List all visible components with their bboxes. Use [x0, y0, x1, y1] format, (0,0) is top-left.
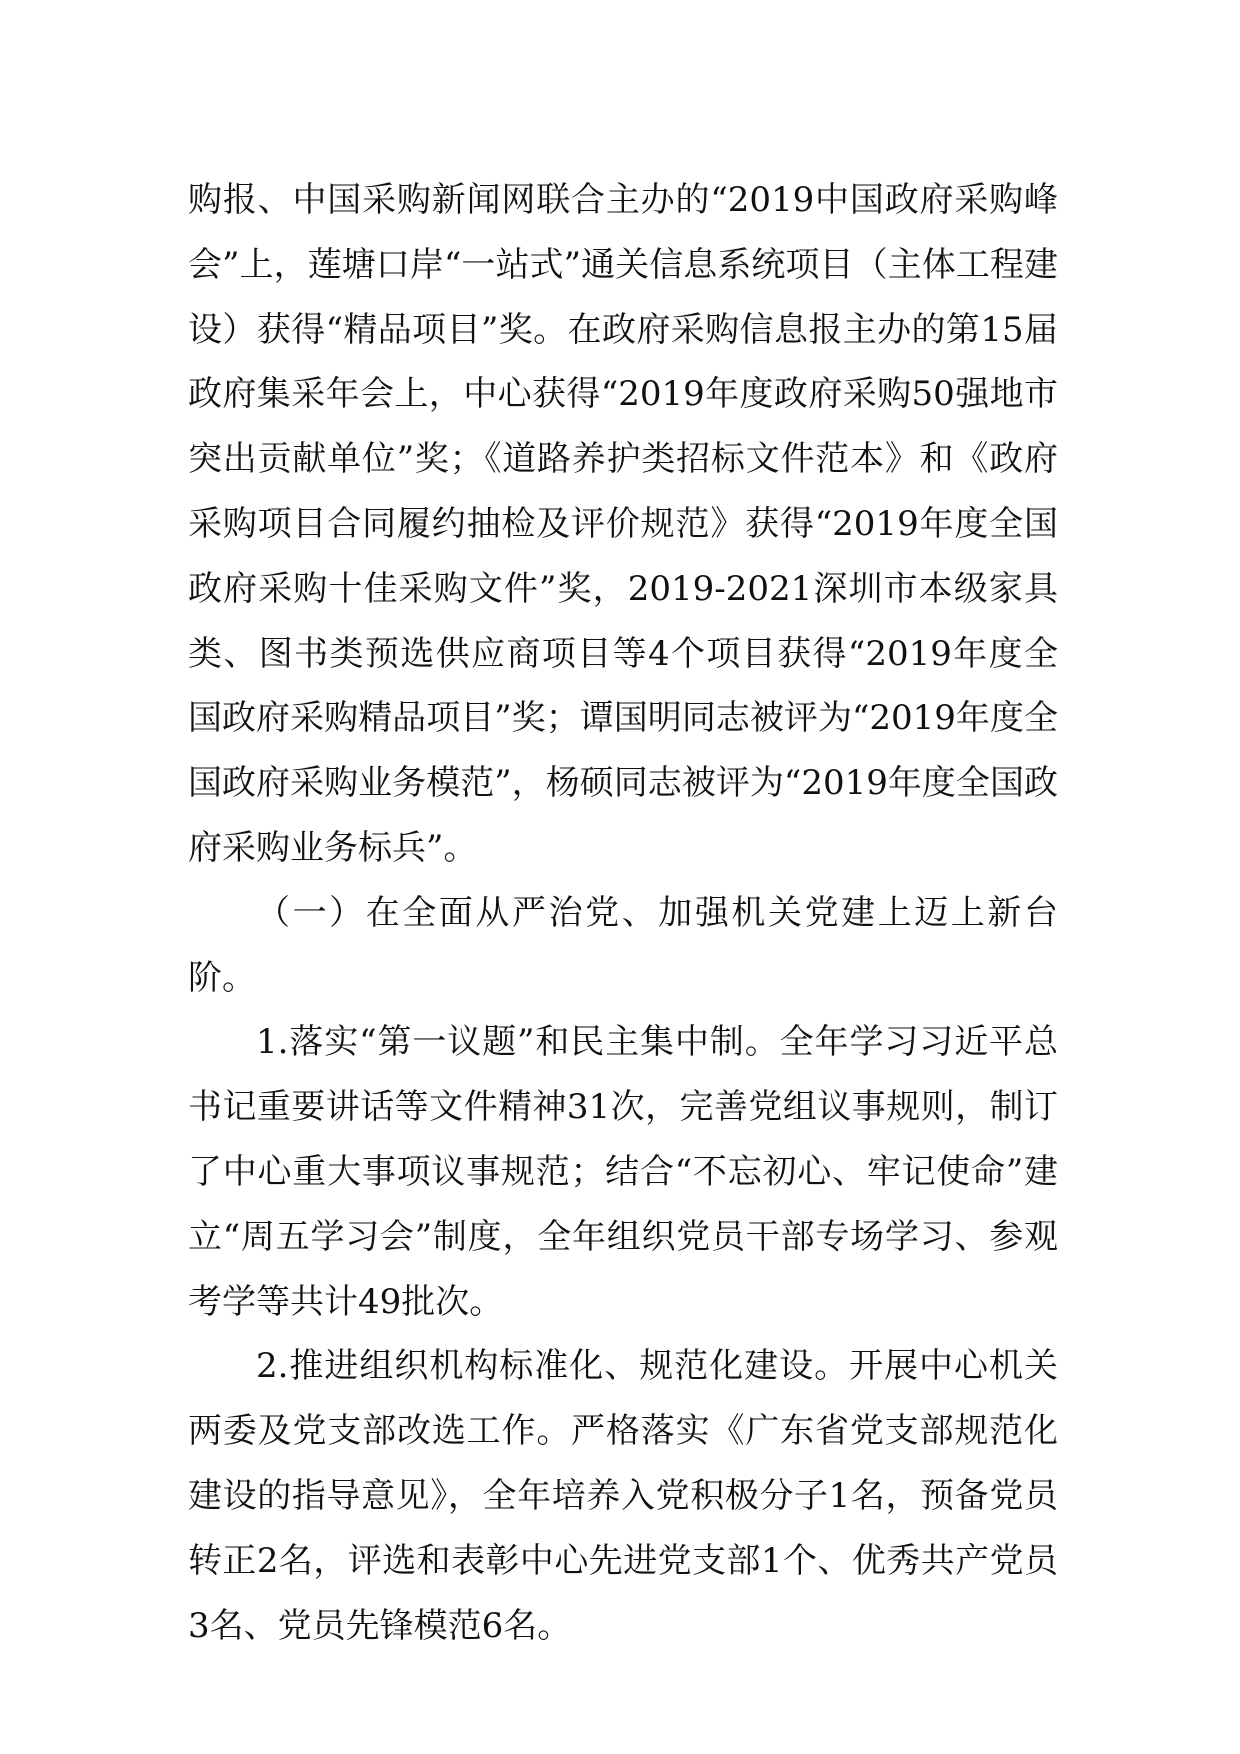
paragraph-organization-standardization: 2.推进组织机构标准化、规范化建设。开展中心机关两委及党支部改选工作。严格落实《广东省党支部规范化建设的指导意见》，全年培养入党积极分子1名，预备党员转正2名，评选和表彰中心先进党支部1个、优秀共产党员3名、党员先锋模范6名。 — [188, 1346, 1058, 1646]
document-body — [188, 168, 1058, 1658]
paragraph-awards: 购报、中国采购新闻网联合主办的“2019中国政府采购峰会”上，莲塘口岸“一站式”通关信息系统项目（主体工程建设）获得“精品项目”奖。在政府采购信息报主办的第15届政府集采年会上，中心获得“2019年度政府采购50强地市突出贡献单位”奖；《道路养护类招标文件范本》和《政府采购项目合同履约抽检及评价规范》获得“2019年度全国政府采购十佳采购文件”奖，2019-2021深圳市本级家具类、图书类预选供应商项目等4个项目获得“2019年度全国政府采购精品项目”奖；谭国明同志被评为“2019年度全国政府采购业务模范”，杨硕同志被评为“2019年度全国政府采购业务标兵”。 — [188, 180, 1058, 868]
paragraph-first-topic: 1.落实“第一议题”和民主集中制。全年学习习近平总书记重要讲话等文件精神31次，完善党组议事规则，制订了中心重大事项议事规范；结合“不忘初心、牢记使命”建立“周五学习会”制度，全年组织党员干部专场学习、参观考学等共计49批次。 — [188, 1022, 1058, 1322]
section-heading-party-building: （一）在全面从严治党、加强机关党建上迈上新台阶。 — [188, 892, 1058, 998]
